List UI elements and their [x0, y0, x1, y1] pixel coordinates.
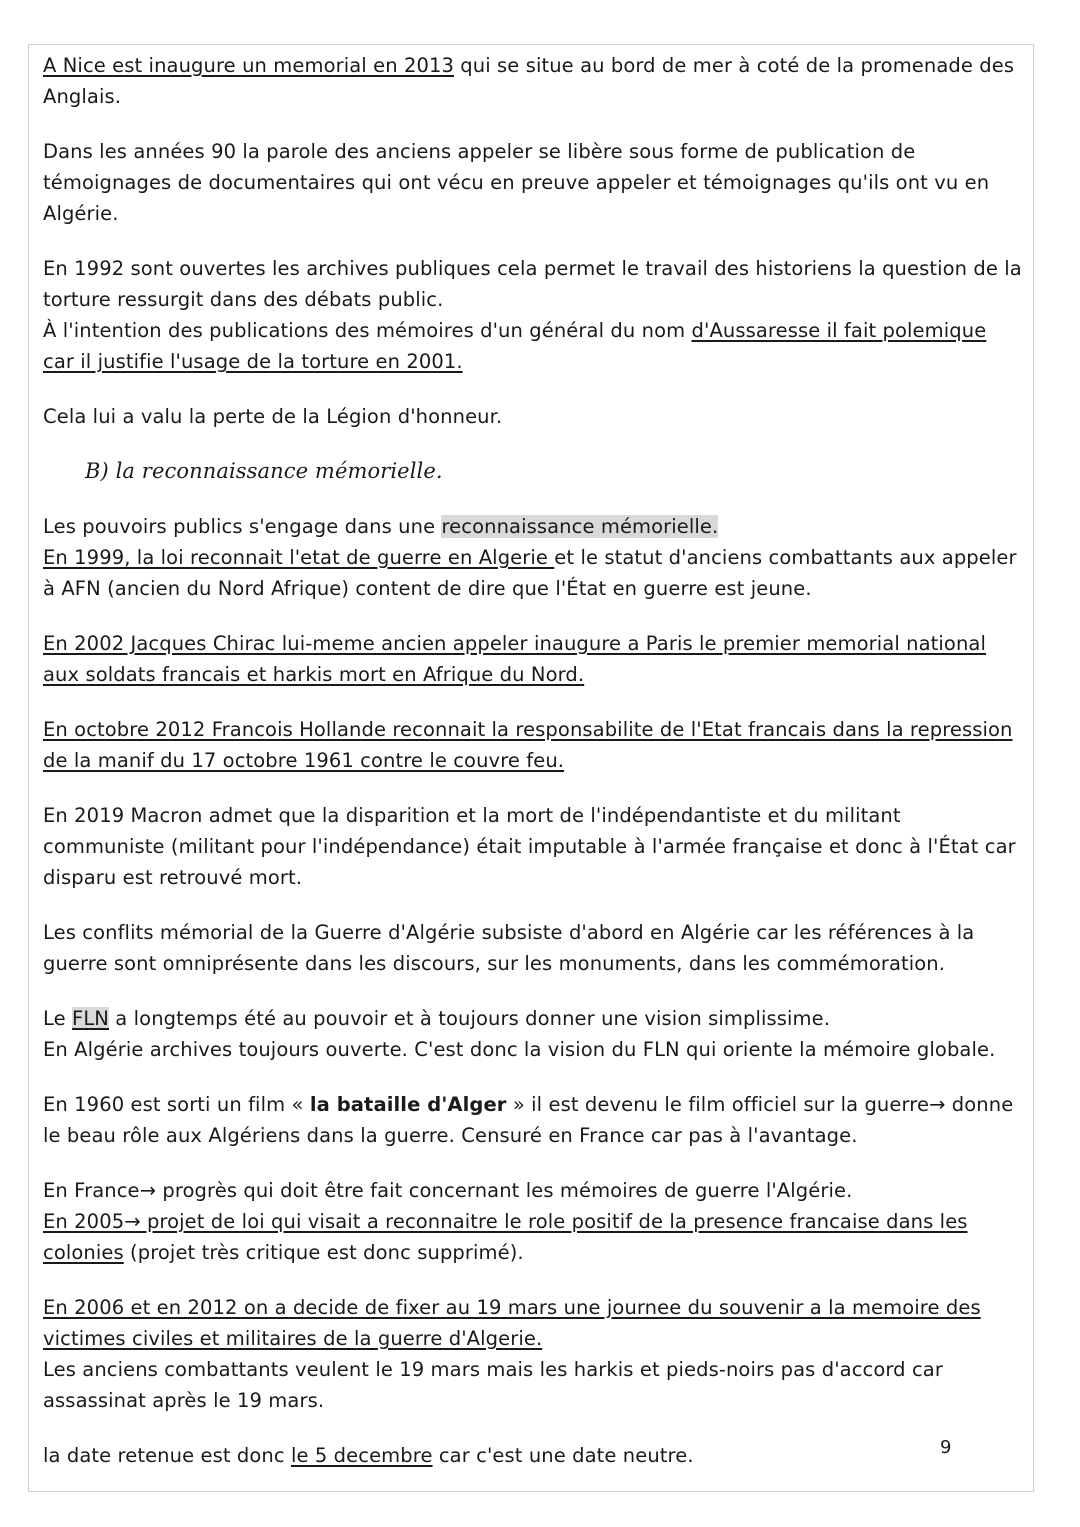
text-span: » il est devenu le film officiel sur la guerre→ donne le beau rôle aux Algériens dans la guerre. Censuré en France car pas à l'avantage.: [43, 1093, 1014, 1147]
paragraph: [43, 628, 1023, 690]
text-span: À l'intention des publications des mémoires d'un général du nom: [43, 319, 692, 342]
text-span: En Algérie archives toujours ouverte. C'est donc la vision du FLN qui oriente la mémoire globale.: [43, 1038, 996, 1061]
paragraph: [43, 714, 1023, 776]
text-span: qui se situe au bord de mer à coté de la promenade des Anglais.: [43, 54, 1015, 108]
text-line: [43, 511, 1023, 542]
underlined-text: En octobre 2012 Francois Hollande reconnait la responsabilite de l'Etat francais dans la repression de la manif du 17 octobre 1961 contre le couvre feu.: [43, 718, 1013, 772]
text-line: [43, 1175, 1023, 1206]
text-line: [43, 1003, 1023, 1034]
paragraph: [43, 1175, 1023, 1268]
highlighted-text: reconnaissance mémorielle.: [441, 515, 719, 538]
underlined-text: d'Aussaresse il fait polemique car il justifie l'usage de la torture en 2001.: [43, 319, 987, 373]
text-line: [43, 917, 1023, 979]
text-line: [43, 628, 1023, 690]
text-line: [43, 253, 1023, 315]
paragraph: [43, 136, 1023, 229]
text-span: En France→ progrès qui doit être fait concernant les mémoires de guerre l'Algérie.: [43, 1179, 853, 1202]
text-line: [43, 542, 1023, 604]
underlined-text: le 5 decembre: [290, 1444, 433, 1467]
text-span: En 1992 sont ouvertes les archives publiques cela permet le travail des historiens la question de la torture ressurgit dans des débats public.: [43, 257, 1022, 311]
section-heading-b: B) la reconnaissance mémorielle.: [85, 459, 443, 483]
text-line: [43, 1292, 1023, 1354]
text-line: [43, 714, 1023, 776]
text-span: a longtemps été au pouvoir et à toujours donner une vision simplissime.: [109, 1007, 831, 1030]
text-span: Cela lui a valu la perte de la Légion d'honneur.: [43, 405, 503, 428]
paragraph: [43, 253, 1023, 377]
paragraph: [43, 1003, 1023, 1065]
paragraph: [43, 1440, 1023, 1471]
text-span: En 2019 Macron admet que la disparition et la mort de l'indépendantiste et du militant communiste (militant pour l'indépendance) était imputable à l'armée française et donc à l'État car disparu est retrouvé mort.: [43, 804, 1016, 889]
text-line: [43, 401, 1023, 432]
text-line: [43, 800, 1023, 893]
paragraph: [43, 1292, 1023, 1416]
text-span: Les pouvoirs publics s'engage dans une: [43, 515, 442, 538]
paragraph: [43, 511, 1023, 604]
paragraph: [43, 917, 1023, 979]
text-line: [43, 315, 1023, 377]
paragraph: [43, 800, 1023, 893]
text-span: En 1960 est sorti un film «: [43, 1093, 310, 1116]
text-span: Dans les années 90 la parole des anciens appeler se libère sous forme de publication de témoignages de documentaires qui ont vécu en preuve appeler et témoignages qu'ils ont vu en Algérie.: [43, 140, 990, 225]
text-span: car c'est une date neutre.: [432, 1444, 694, 1467]
text-span: la bataille d'Alger: [309, 1093, 507, 1116]
text-span: et le statut d'anciens combattants aux appeler à AFN (ancien du Nord Afrique) content de dire que l'État en guerre est jeune.: [43, 546, 1017, 600]
paragraph: [43, 1089, 1023, 1151]
text-line: [43, 1089, 1023, 1151]
underlined-text: En 2005→ projet de loi qui visait a reconnaitre le role positif de la presence francaise dans les colonies: [43, 1210, 968, 1264]
paragraph: [43, 50, 1023, 112]
text-span: Les conflits mémorial de la Guerre d'Algérie subsiste d'abord en Algérie car les références à la guerre sont omniprésente dans les discours, sur les monuments, dans les commémoration.: [43, 921, 975, 975]
underlined-text: En 1999, la loi reconnait l'etat de guerre en Algerie: [43, 546, 555, 569]
text-line: [43, 1206, 1023, 1268]
page-number: 9: [940, 1437, 952, 1458]
text-span: la date retenue est donc: [43, 1444, 291, 1467]
document-body: [43, 50, 1023, 1495]
underlined-text: FLN: [72, 1007, 109, 1030]
underlined-text: En 2006 et en 2012 on a decide de fixer au 19 mars une journee du souvenir a la memoire des victimes civiles et militaires de la guerre d'Algerie.: [43, 1296, 981, 1350]
text-span: Le: [43, 1007, 73, 1030]
text-line: [43, 1354, 1023, 1416]
text-line: [43, 50, 1023, 112]
text-line: [43, 1034, 1023, 1065]
section-a-end: [43, 50, 1023, 432]
text-span: Les anciens combattants veulent le 19 mars mais les harkis et pieds-noirs pas d'accord car assassinat après le 19 mars.: [43, 1358, 943, 1412]
text-line: [43, 1440, 1023, 1471]
text-line: [43, 136, 1023, 229]
paragraph: [43, 401, 1023, 432]
underlined-text: A Nice est inaugure un memorial en 2013: [43, 54, 454, 77]
section-b-body: [43, 511, 1023, 1471]
underlined-text: En 2002 Jacques Chirac lui-meme ancien appeler inaugure a Paris le premier memorial national aux soldats francais et harkis mort en Afrique du Nord.: [43, 632, 986, 686]
text-span: (projet très critique est donc supprimé).: [123, 1241, 524, 1264]
